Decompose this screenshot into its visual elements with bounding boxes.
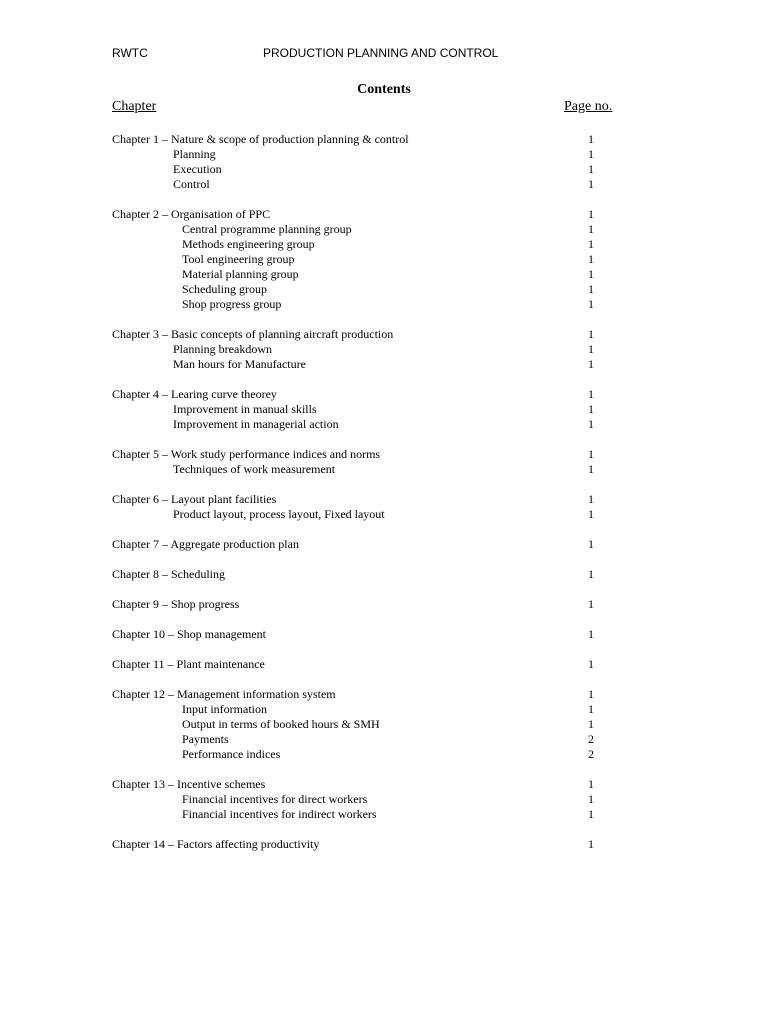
chapter-row bbox=[112, 537, 632, 552]
section-row bbox=[112, 402, 632, 417]
contents-list bbox=[112, 132, 632, 867]
chapter-row bbox=[112, 687, 632, 702]
chapter-block bbox=[112, 537, 632, 552]
section-title: Financial incentives for direct workers bbox=[182, 792, 368, 806]
header-title: PRODUCTION PLANNING AND CONTROL bbox=[263, 46, 499, 60]
chapter-row bbox=[112, 837, 632, 852]
chapter-title: Chapter 5 – Work study performance indices and norms bbox=[112, 447, 381, 461]
header-left: RWTC bbox=[112, 46, 148, 60]
chapter-page-number: 1 bbox=[588, 537, 594, 551]
chapter-page-number: 1 bbox=[588, 207, 594, 221]
chapter-title: Chapter 4 – Learing curve theorey bbox=[112, 387, 277, 401]
section-row bbox=[112, 357, 632, 372]
chapter-block bbox=[112, 207, 632, 312]
section-page-number: 1 bbox=[588, 402, 594, 416]
section-title: Input information bbox=[182, 702, 267, 716]
section-page-number: 1 bbox=[588, 162, 594, 176]
chapter-page-number: 1 bbox=[588, 597, 594, 611]
chapter-block bbox=[112, 837, 632, 852]
chapter-block bbox=[112, 447, 632, 477]
section-page-number: 1 bbox=[588, 222, 594, 236]
section-row bbox=[112, 237, 632, 252]
section-title: Payments bbox=[182, 732, 229, 746]
chapter-title: Chapter 3 – Basic concepts of planning aircraft production bbox=[112, 327, 394, 341]
chapter-title: Chapter 7 – Aggregate production plan bbox=[112, 537, 299, 551]
chapter-title: Chapter 2 – Organisation of PPC bbox=[112, 207, 271, 221]
chapter-title: Chapter 11 – Plant maintenance bbox=[112, 657, 265, 671]
chapter-title: Chapter 10 – Shop management bbox=[112, 627, 266, 641]
section-title: Planning bbox=[173, 147, 216, 161]
section-row bbox=[112, 462, 632, 477]
section-row bbox=[112, 162, 632, 177]
section-page-number: 1 bbox=[588, 177, 594, 191]
section-row bbox=[112, 297, 632, 312]
section-title: Control bbox=[173, 177, 210, 191]
section-page-number: 1 bbox=[588, 507, 594, 521]
chapter-page-number: 1 bbox=[588, 627, 594, 641]
section-row bbox=[112, 267, 632, 282]
chapter-block bbox=[112, 627, 632, 642]
chapter-title: Chapter 13 – Incentive schemes bbox=[112, 777, 266, 791]
section-row bbox=[112, 747, 632, 762]
chapter-row bbox=[112, 567, 632, 582]
section-page-number: 1 bbox=[588, 462, 594, 476]
section-row bbox=[112, 792, 632, 807]
section-title: Man hours for Manufacture bbox=[173, 357, 306, 371]
chapter-row bbox=[112, 387, 632, 402]
chapter-title: Chapter 14 – Factors affecting productivity bbox=[112, 837, 320, 851]
section-page-number: 2 bbox=[588, 732, 594, 746]
column-header-page: Page no. bbox=[564, 99, 613, 114]
chapter-block bbox=[112, 387, 632, 432]
chapter-title: Chapter 8 – Scheduling bbox=[112, 567, 225, 581]
section-page-number: 1 bbox=[588, 792, 594, 806]
chapter-block bbox=[112, 492, 632, 522]
chapter-block bbox=[112, 657, 632, 672]
chapter-block bbox=[112, 597, 632, 612]
section-page-number: 1 bbox=[588, 297, 594, 311]
chapter-block bbox=[112, 687, 632, 762]
page-title: Contents bbox=[357, 82, 411, 97]
section-title: Techniques of work measurement bbox=[173, 462, 336, 476]
section-row bbox=[112, 732, 632, 747]
section-row bbox=[112, 177, 632, 192]
chapter-title: Chapter 9 – Shop progress bbox=[112, 597, 240, 611]
section-row bbox=[112, 252, 632, 267]
chapter-block bbox=[112, 567, 632, 582]
chapter-row bbox=[112, 447, 632, 462]
section-row bbox=[112, 222, 632, 237]
section-page-number: 1 bbox=[588, 282, 594, 296]
chapter-block bbox=[112, 777, 632, 822]
chapter-page-number: 1 bbox=[588, 447, 594, 461]
section-title: Performance indices bbox=[182, 747, 281, 761]
section-page-number: 1 bbox=[588, 342, 594, 356]
section-title: Tool engineering group bbox=[182, 252, 295, 266]
section-row bbox=[112, 717, 632, 732]
section-title: Planning breakdown bbox=[173, 342, 272, 356]
chapter-row bbox=[112, 627, 632, 642]
chapter-title: Chapter 1 – Nature & scope of production planning & control bbox=[112, 132, 409, 146]
chapter-page-number: 1 bbox=[588, 492, 594, 506]
chapter-row bbox=[112, 132, 632, 147]
section-row bbox=[112, 282, 632, 297]
section-title: Improvement in manual skills bbox=[173, 402, 317, 416]
chapter-page-number: 1 bbox=[588, 132, 594, 146]
section-row bbox=[112, 807, 632, 822]
chapter-row bbox=[112, 777, 632, 792]
chapter-title: Chapter 6 – Layout plant facilities bbox=[112, 492, 277, 506]
chapter-page-number: 1 bbox=[588, 657, 594, 671]
chapter-row bbox=[112, 492, 632, 507]
chapter-row bbox=[112, 657, 632, 672]
section-page-number: 1 bbox=[588, 807, 594, 821]
chapter-page-number: 1 bbox=[588, 327, 594, 341]
section-title: Central programme planning group bbox=[182, 222, 352, 236]
section-page-number: 1 bbox=[588, 717, 594, 731]
section-page-number: 2 bbox=[588, 747, 594, 761]
section-title: Material planning group bbox=[182, 267, 299, 281]
section-title: Output in terms of booked hours & SMH bbox=[182, 717, 380, 731]
section-page-number: 1 bbox=[588, 147, 594, 161]
section-row bbox=[112, 417, 632, 432]
section-title: Shop progress group bbox=[182, 297, 282, 311]
section-row bbox=[112, 507, 632, 522]
chapter-page-number: 1 bbox=[588, 837, 594, 851]
section-title: Methods engineering group bbox=[182, 237, 315, 251]
section-row bbox=[112, 147, 632, 162]
chapter-block bbox=[112, 327, 632, 372]
section-page-number: 1 bbox=[588, 267, 594, 281]
section-title: Scheduling group bbox=[182, 282, 267, 296]
chapter-title: Chapter 12 – Management information system bbox=[112, 687, 336, 701]
section-title: Financial incentives for indirect workers bbox=[182, 807, 377, 821]
chapter-page-number: 1 bbox=[588, 687, 594, 701]
chapter-block bbox=[112, 132, 632, 192]
section-title: Product layout, process layout, Fixed layout bbox=[173, 507, 385, 521]
section-page-number: 1 bbox=[588, 252, 594, 266]
section-row bbox=[112, 342, 632, 357]
chapter-page-number: 1 bbox=[588, 777, 594, 791]
chapter-row bbox=[112, 327, 632, 342]
chapter-page-number: 1 bbox=[588, 387, 594, 401]
section-page-number: 1 bbox=[588, 357, 594, 371]
column-header-chapter: Chapter bbox=[112, 99, 157, 114]
chapter-row bbox=[112, 207, 632, 222]
section-page-number: 1 bbox=[588, 237, 594, 251]
chapter-row bbox=[112, 597, 632, 612]
chapter-page-number: 1 bbox=[588, 567, 594, 581]
section-page-number: 1 bbox=[588, 702, 594, 716]
section-page-number: 1 bbox=[588, 417, 594, 431]
section-title: Execution bbox=[173, 162, 222, 176]
section-title: Improvement in managerial action bbox=[173, 417, 339, 431]
section-row bbox=[112, 702, 632, 717]
